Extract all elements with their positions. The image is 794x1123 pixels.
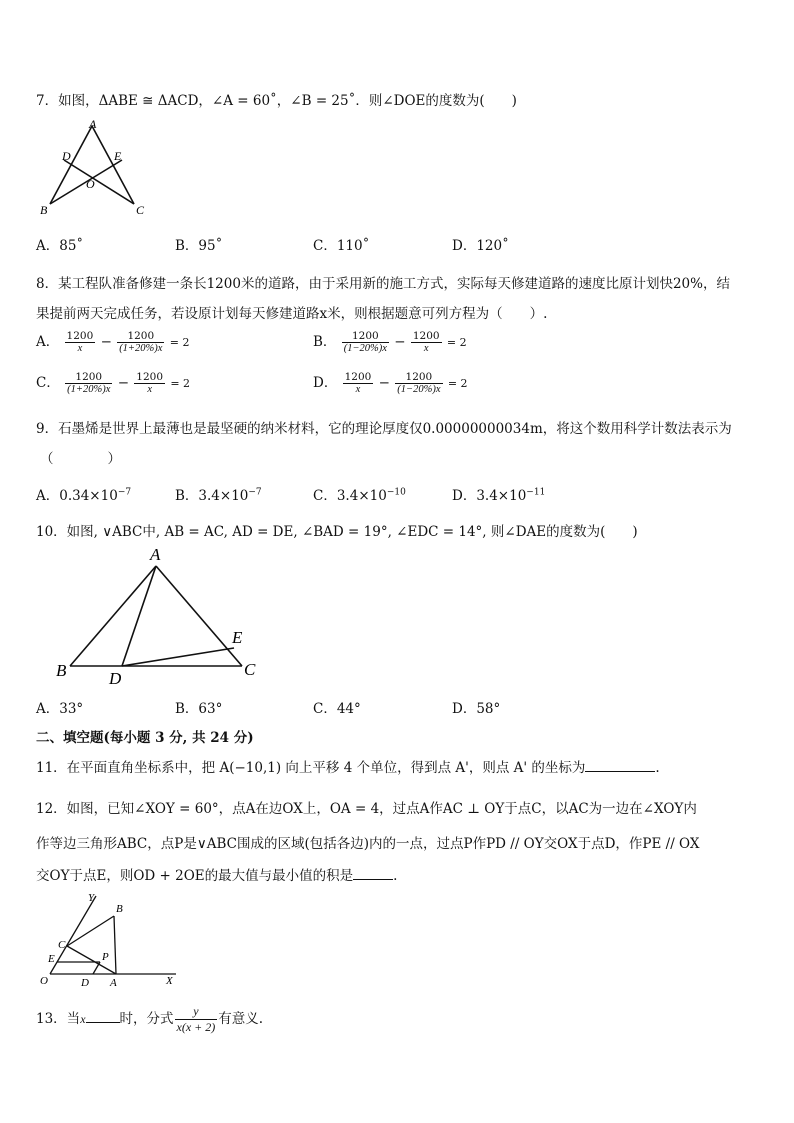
q7-option-c: C．110˚ (313, 238, 370, 254)
q10-label-E: E (232, 628, 243, 647)
q12-label-X: X (166, 975, 173, 987)
q12-label-B: B (116, 903, 123, 915)
q8-option-c: C． $\frac{1200}{(1+20\%)x}$ − $\frac{1200}{x}$ = 2 (36, 371, 191, 395)
q12-label-D: D (81, 977, 89, 989)
q9-option-c: C．$3.4\times 10^{-10}$ (313, 487, 406, 504)
q12-line3: 交OY于点E，则OD + 2OE的最大值与最小值的积是 . (36, 868, 398, 884)
q13-answer-blank[interactable] (86, 1022, 120, 1023)
q7-label-B: B (40, 203, 48, 217)
q12-answer-blank[interactable] (353, 879, 393, 880)
q9-line2: （ ） (40, 451, 121, 467)
q7-option-d: D．120˚ (452, 238, 509, 254)
q7-stem: 7．如图，ΔABE ≅ ΔACD，∠A = 60˚，∠B = 25˚．则∠DOE的度数为( ) (36, 93, 517, 109)
q11-answer-blank[interactable] (585, 771, 655, 772)
q8-option-d: D． $\frac{1200}{x}$ − $\frac{1200}{(1-20\%)x}$ = 2 (313, 371, 468, 395)
section-fill-in-title: 二、填空题(每小题 3 分, 共 24 分) (36, 730, 254, 746)
q9-option-d: D．$3.4\times 10^{-11}$ (452, 487, 546, 504)
q10-option-c: C．44° (313, 701, 361, 717)
q7-option-b: B．95˚ (175, 238, 223, 254)
q12-label-C: C (58, 939, 66, 951)
q12-line2: 作等边三角形ABC，点P是∨ABC围成的区域(包括各边)内的一点，过点P作PD // OY交OX于点D，作PE // OX (36, 836, 700, 852)
q12-label-O: O (40, 975, 48, 987)
q12-label-A: A (110, 977, 117, 989)
q7-option-a: A．85˚ (36, 238, 84, 254)
q10-label-C: C (244, 660, 256, 679)
q7-label-A: A (89, 117, 97, 131)
q8-line2: 果提前两天完成任务，若设原计划每天修建道路x米，则根据题意可列方程为（ ）. (36, 306, 548, 322)
q12-line1: 12．如图，已知∠XOY = 60°，点A在边OX上，OA = 4，过点A作AC ⊥ OY于点C，以AC为一边在∠XOY内 (36, 801, 697, 817)
q7-label-D: D (62, 149, 71, 163)
q10-figure (52, 542, 272, 688)
q8-option-a: A． $\frac{1200}{x}$ − $\frac{1200}{(1+20\%)x}$ = 2 (36, 330, 190, 354)
q9-option-a: A．$0.34\times 10^{-7}$ (36, 487, 132, 504)
q12-label-E: E (48, 953, 55, 965)
q10-option-a: A．33° (36, 701, 84, 717)
q12-figure (36, 890, 186, 990)
q7-label-C: C (136, 203, 145, 217)
q11-text: 11．在平面直角坐标系中，把 A(−10,1) 向上平移 4 个单位，得到点 A'，则点 A' 的坐标为 . (36, 760, 660, 776)
q10-option-d: D．58° (452, 701, 501, 717)
q12-label-P: P (102, 951, 109, 963)
q10-option-b: B．63° (175, 701, 223, 717)
q8-option-b: B． $\frac{1200}{(1-20\%)x}$ − $\frac{1200}{x}$ = 2 (313, 330, 467, 354)
q7-figure (36, 116, 166, 218)
q7-label-O: O (86, 177, 95, 191)
q10-label-A: A (150, 545, 161, 564)
q13-text: 13．当x 时，分式 $\frac{y}{x(x + 2)}$ 有意义. (36, 1004, 264, 1034)
q9-line1: 9．石墨烯是世界上最薄也是最坚硬的纳米材料，它的理论厚度仅0.00000000034m，将这个数用科学计数法表示为 (36, 421, 732, 437)
q10-stem: 10．如图, ∨ABC中, AB = AC, AD = DE, ∠BAD = 19°, ∠EDC = 14°, 则∠DAE的度数为( ) (36, 524, 638, 540)
q8-line1: 8．某工程队准备修建一条长1200米的道路，由于采用新的施工方式，实际每天修建道路的速度比原计划快20%，结 (36, 276, 730, 292)
q12-label-Y: Y (88, 892, 95, 904)
q9-option-b: B．$3.4\times 10^{-7}$ (175, 487, 262, 504)
q10-label-D: D (109, 669, 122, 688)
q10-label-B: B (56, 661, 67, 680)
q7-label-E: E (114, 149, 122, 163)
